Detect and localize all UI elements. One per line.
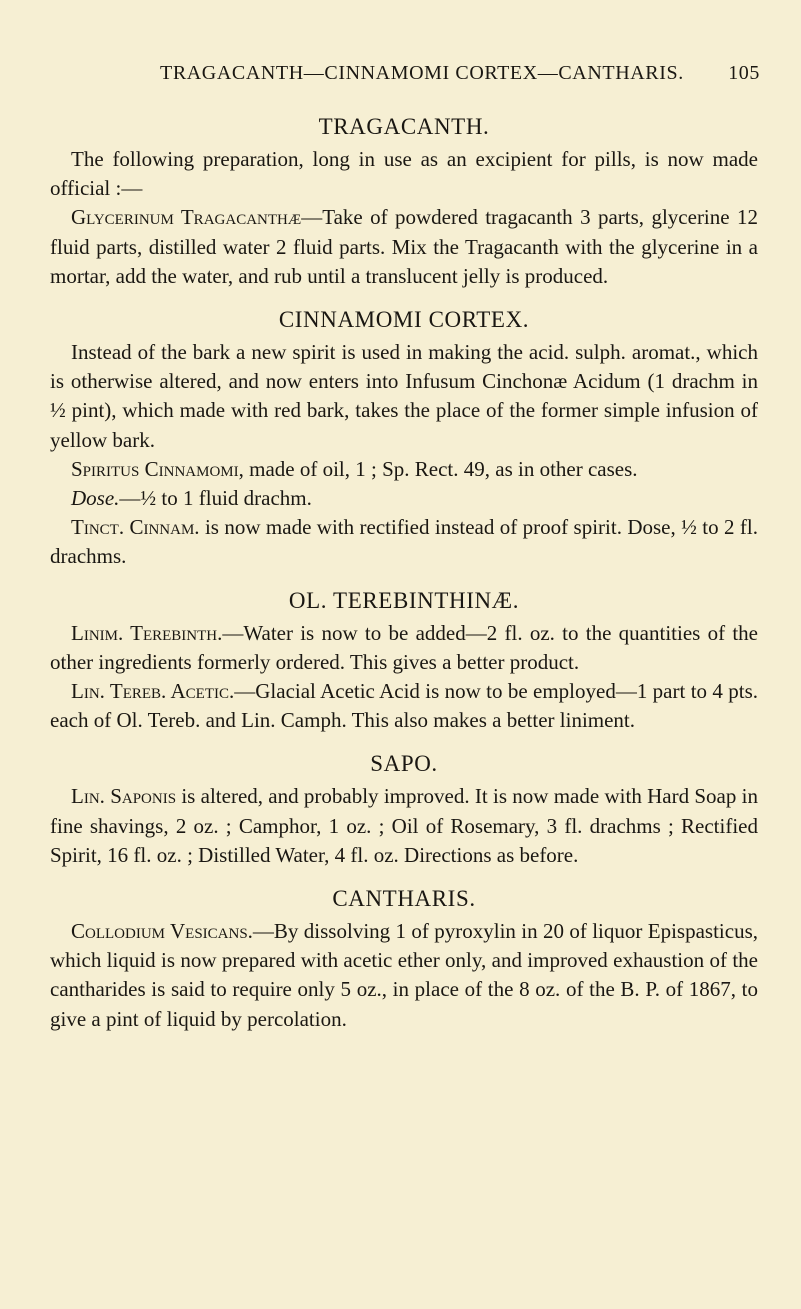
paragraph-lead: Glycerinum Tragacanthæ	[71, 205, 302, 230]
paragraph-lead: Spiritus Cinnamomi	[71, 456, 239, 481]
paragraph: Collodium Vesicans.—By dissolving 1 of pyroxylin in 20 of liquor Epispasticus, which liquid is now prepared with acetic ether only, and improved exhaustion of the cantharides is said to require only 5 oz., in place of the 8 oz. of the B. P. of 1867, to give a pint of liquid by percolation.	[50, 919, 758, 1031]
section-heading: CINNAMOMI CORTEX.	[278, 307, 530, 333]
paragraph-lead: Dose.	[71, 486, 120, 511]
section-heading: SAPO.	[370, 751, 438, 777]
running-header	[160, 62, 760, 85]
paragraph: Instead of the bark a new spirit is used in making the acid. sulph. aromat., which is otherwise altered, and now enters into Infusum Cinchonæ Acidum (1 drachm in ½ pint), which made with red bark, takes the place of the former simple infusion of yellow bark.	[50, 340, 758, 452]
page-number: 105	[728, 62, 760, 84]
paragraph: Lin. Tereb. Acetic.—Glacial Acetic Acid is now to be employed—1 part to 4 pts. each of Ol. Tereb. and Lin. Camph. This also makes a better liniment.	[50, 679, 758, 733]
section-heading: TRAGACANTH.	[318, 114, 490, 139]
paragraph: Linim. Terebinth.—Water is now to be added—2 fl. oz. to the quantities of the other ingredients formerly ordered. This gives a better product.	[50, 620, 758, 674]
section-heading: CANTHARIS.	[332, 886, 476, 912]
paragraph: Lin. Saponis is altered, and probably improved. It is now made with Hard Soap in fine shavings, 2 oz. ; Camphor, 1 oz. ; Oil of Rosemary, 3 fl. drachms ; Rectified Spirit, 16 fl. oz. ; Distilled Water, 4 fl. oz. Directions as before.	[50, 784, 758, 867]
paragraph-lead: Lin. Saponis	[71, 784, 177, 809]
paragraph-lead: Linim. Terebinth.	[71, 620, 223, 645]
paragraph: Dose.—½ to 1 fluid drachm.	[71, 486, 312, 511]
paragraph: Glycerinum Tragacanthæ—Take of powdered tragacanth 3 parts, glycerine 12 fluid parts, distilled water 2 fluid parts. Mix the Tragacanth with the glycerine in a mortar, add the water, and rub until a translucent jelly is produced.	[50, 205, 758, 288]
paragraph: Tinct. Cinnam. is now made with rectified instead of proof spirit. Dose, ½ to 2 fl. drachms.	[50, 515, 758, 569]
paragraph-lead: Collodium Vesicans	[71, 919, 248, 944]
paragraph: Spiritus Cinnamomi, made of oil, 1 ; Sp. Rect. 49, as in other cases.	[71, 456, 638, 481]
paragraph: The following preparation, long in use as an excipient for pills, is now made official :—	[50, 147, 758, 201]
running-title: TRAGACANTH—CINNAMOMI CORTEX—CANTHARIS.	[160, 62, 684, 84]
page-body	[50, 112, 758, 1034]
paragraph-lead: Tinct. Cinnam.	[71, 515, 200, 540]
section-heading: OL. TEREBINTHINÆ.	[288, 587, 520, 613]
paragraph-lead: Lin. Tereb. Acetic.	[71, 679, 235, 704]
